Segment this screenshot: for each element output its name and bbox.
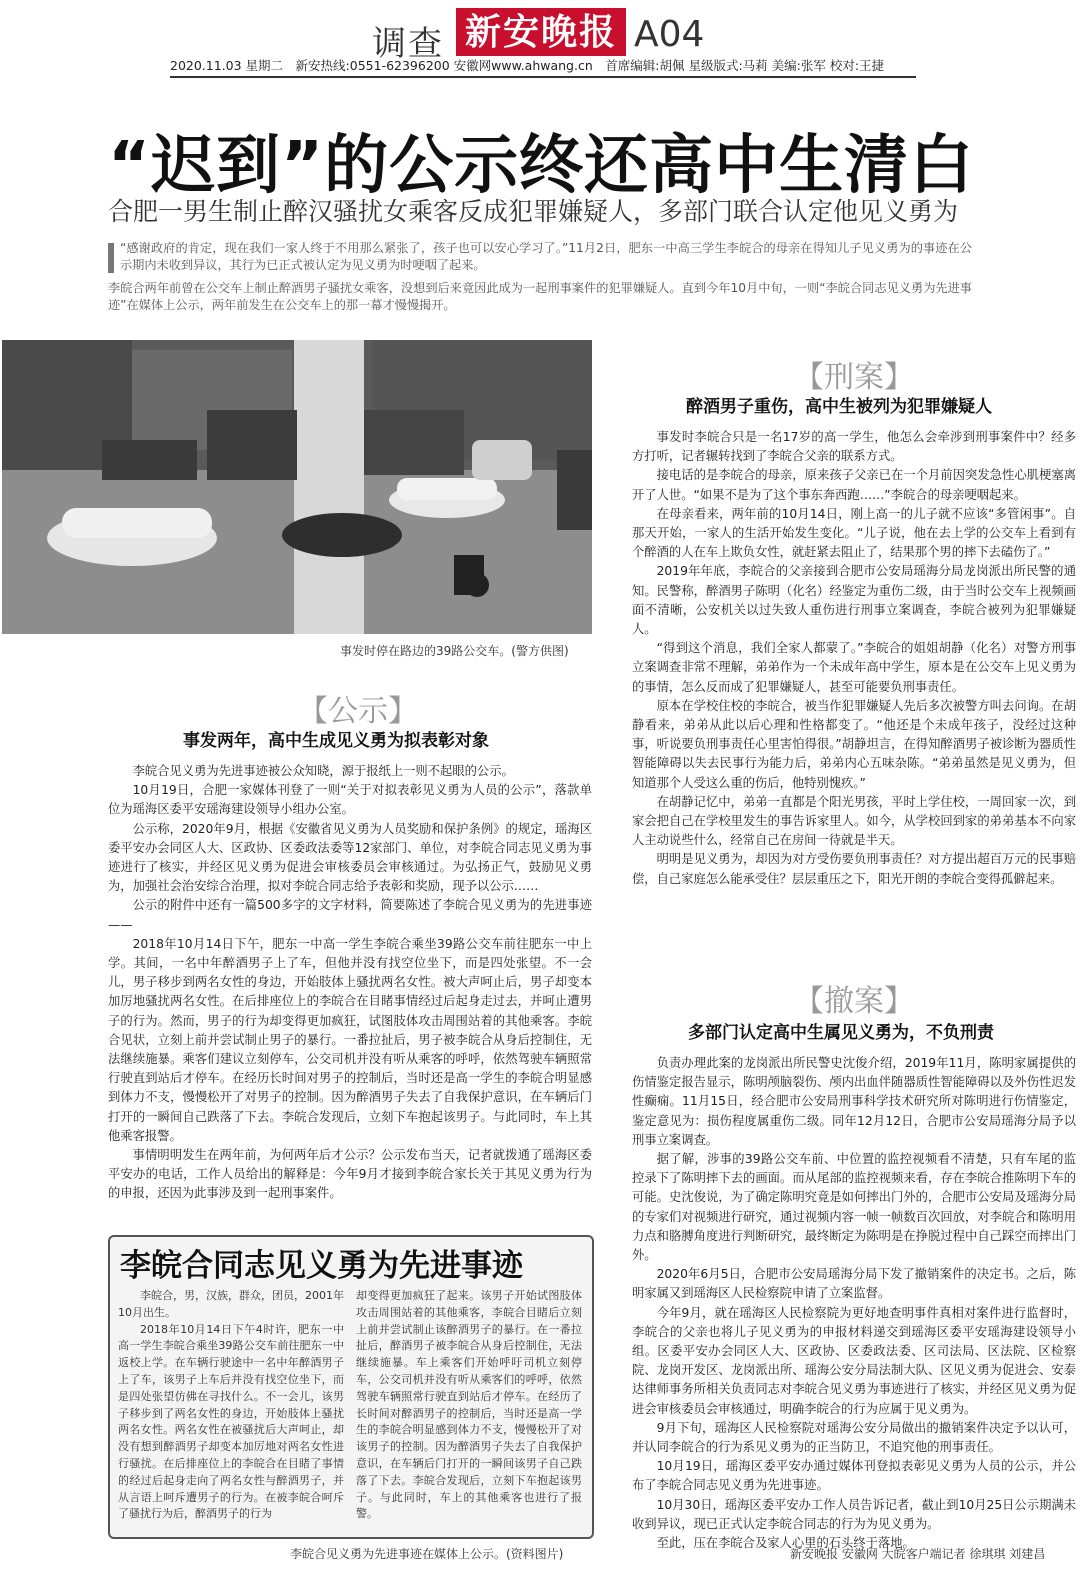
section-heading-xingan: 醉酒男子重伤，高中生被列为犯罪嫌疑人 <box>686 397 992 417</box>
header-rule <box>170 76 916 78</box>
headline: “迟到”的公示终还高中生清白 <box>108 129 975 203</box>
section-heading-gongshi: 事发两年，高中生成见义勇为拟表彰对象 <box>183 731 489 751</box>
paragraph: “得到这个消息，我们全家人都蒙了。”李皖合的姐姐胡静（化名）对警方刑事立案调查非常不理解，弟弟作为一个未成年高中学生，原本是在公交车上见义勇为的事情，怎么反而成了犯罪嫌疑人，甚至可能要负刑事责任。 <box>632 641 1076 694</box>
paragraph: 今年9月，就在瑶海区人民检察院为更好地查明事件真相对案件进行监督时，李皖合的父亲也将儿子见义勇为的申报材料递交到瑶海区委平安瑶海建设领导小组。区委平安办会同区人大、区政协、区委政法委、区司法局、区法院、区检察院、龙岗开发区、龙岗派出所、瑶海公安分局法制大队、区见义勇为促进会、安泰达律师事务所相关负责同志对李皖合见义勇为事迹进行了核实，并经区见义勇为促进会审核委员会审核通过，明确李皖合的行为应属于见义勇为。 <box>632 1305 1076 1416</box>
section-heading-chean: 多部门认定高中生属见义勇为，不负刑责 <box>688 1023 994 1043</box>
subheadline: 合肥一男生制止醉汉骚扰女乘客反成犯罪嫌疑人，多部门联合认定他见义勇为 <box>108 197 959 226</box>
clipping-paragraph: 2018年10月14日下午4时许，肥东一中高一学生李皖合乘坐39路公交车前往肥东一中返校上学。在车辆行驶途中一名中年醉酒男子上了车，该男子上车后并没有找空位坐下，而是四处张望仿佛在寻找什么。不一会儿，该男子移步到了两名女性的身边，开始肢体上骚扰两名女性。两名女性在被骚扰后大声呵止，却没有想到醉酒男子却变本加厉地对两名女性进行骚扰。在后排座位上的李皖合在目睹了事情的经过后起身走向了两名女性与醉酒男子，并从言语上呵斥遭男子的行为。在被李皖合呵斥了骚扰行为后，醉酒男子的行为 <box>118 1322 344 1521</box>
byline: 新安晚报 安徽网 大皖客户端记者 徐琪琪 刘建昌 <box>790 1547 1046 1561</box>
paragraph: 在母亲看来，两年前的10月14日，刚上高一的儿子就不应该“多管闲事”。自那天开始，一家人的生活开始发生变化。“儿子说，他在去上学的公交车上看到有个醉酒的人在车上欺负女性，就赶紧去阻止了，结果那个男的摔下去磕伤了。” <box>632 506 1076 560</box>
lead-paragraph: “感谢政府的肯定，现在我们一家人终于不用那么紧张了，孩子也可以安心学习了。”11月2日，肥东一中高三学生李皖合的母亲在得知儿子见义勇为的事迹在公示期内未收到异议，其行为已正式被认定为见义勇为时哽咽了起来。 <box>120 241 972 272</box>
paragraph: 李皖合见义勇为先进事迹被公众知晓，源于报纸上一则不起眼的公示。 <box>132 764 514 778</box>
section-body-xingan <box>632 428 1076 889</box>
clipping-column-1 <box>118 1288 344 1523</box>
paragraph: 2019年年底，李皖合的父亲接到合肥市公安局瑶海分局龙岗派出所民警的通知。民警称，醉酒男子陈明（化名）经鉴定为重伤二级，由于当时公交车上视频画面不清晰，公安机关以过失致人重伤进行刑事立案调查，李皖合被列为犯罪嫌疑人。 <box>632 564 1076 637</box>
section-label-chean: 【撤案】 <box>794 984 914 1019</box>
news-photo <box>2 340 592 634</box>
paragraph: 公示称，2020年9月，根据《安徽省见义勇为人员奖励和保护条例》的规定，瑶海区委平安办会同区人大、区政协、区委政法委等12家部门、单位，对李皖合同志见义勇为事迹进行了核实，并经区见义勇为促进会审核委员会审核通过。为弘扬正气，鼓励见义勇为，加强社会治安综合治理，拟对李皖合同志给予表彰和奖励，现予以公示…… <box>108 821 592 894</box>
page-number: A04 <box>634 14 705 55</box>
paragraph: 据了解，涉事的39路公交车前、中位置的监控视频看不清楚，只有车尾的监控录下了陈明摔下去的画面。而从尾部的监控视频来看，存在李皖合推陈明下车的可能。史沈俊说，为了确定陈明究竟是如何摔出门外的，合肥市公安局及瑶海分局的专家们对视频进行研究，通过视频内容一帧一帧数百次回放，对李皖合和陈明用力点和胳膊角度进行判断研究，最终断定为陈明是在挣脱过程中自己踩空而摔出门外。 <box>632 1152 1076 1263</box>
lead-paragraph-2: 李皖合两年前曾在公交车上制止醉酒男子骚扰女乘客，没想到后来竟因此成为一起刑事案件的犯罪嫌疑人。直到今年10月中旬，一则“李皖合同志见义勇为先进事迹”在媒体上公示，两年前发生在公交车上的那一幕才慢慢揭开。 <box>108 281 972 312</box>
photo-caption: 事发时停在路边的39路公交车。(警方供图) <box>340 644 569 658</box>
paragraph: 10月19日，瑶海区委平安办通过媒体刊登拟表彰见义勇为人员的公示，并公布了李皖合同志见义勇为先进事迹。 <box>632 1459 1076 1493</box>
clipping-column-2 <box>356 1288 582 1523</box>
paragraph: 2020年6月5日，合肥市公安局瑶海分局下发了撤销案件的决定书。之后，陈明家属又到瑶海区人民检察院申请了立案监督。 <box>632 1267 1076 1301</box>
paragraph: 明明是见义勇为，却因为对方受伤要负刑事责任？对方提出超百万元的民事赔偿，自己家庭怎么能承受住？层层重压之下，阳光开朗的李皖合变得孤僻起来。 <box>632 852 1076 886</box>
paragraph: 事情明明发生在两年前，为何两年后才公示？公示发布当天，记者就拨通了瑶海区委平安办的电话，工作人员给出的解释是：今年9月才接到李皖合家长关于其见义勇为行为的申报，还因为此事涉及到一起刑事案件。 <box>108 1148 592 1201</box>
section-label-gongshi: 【公示】 <box>298 694 418 729</box>
street-scene-image <box>2 340 592 634</box>
clipping-title: 李皖合同志见义勇为先进事迹 <box>120 1248 523 1284</box>
paragraph: 负责办理此案的龙岗派出所民警史沈俊介绍，2019年11月，陈明家属提供的伤情鉴定报告显示，陈明颅脑裂伤、颅内出血伴随器质性智能障碍以及外伤性迟发性癫痫。11月15日，经合肥市公安局刑事科学技术研究所对陈明进行伤情鉴定，鉴定意见为：损伤程度属重伤二级。同年12月12日，合肥市公安局瑶海分局予以刑事立案调查。 <box>632 1056 1076 1147</box>
paragraph: 10月30日，瑶海区委平安办工作人员告诉记者，截止到10月25日公示期满未收到异议，现已正式认定李皖合同志的行为为见义勇为。 <box>632 1497 1076 1531</box>
section-label: 调查 <box>372 24 444 64</box>
paragraph: 2018年10月14日下午，肥东一中高一学生李皖合乘坐39路公交车前往肥东一中上学。其间，一名中年醉酒男子上了车，但他并没有找空位坐下，而是四处张望。不一会儿，男子移步到两名女性的身边，开始肢体上骚扰两名女性。被大声呵止后，男子却变本加厉地骚扰两名女性。在后排座位上的李皖合在目睹事情经过后起身走过去，并呵止遭男子的行为。然而，男子的行为却变得更加疯狂，试图肢体攻击周围站着的其他乘客。李皖合见状，立刻上前并尝试制止男子的暴行。一番拉扯后，男子被李皖合从身后控制住，无法继续施暴。乘客们建议立刻停车，公交司机并没有听从乘客的呼呼，依然驾驶车辆照常行驶直到站后才停车。在经历长时间对男子的控制后，当时还是高一学生的李皖合明显感到体力不支，慢慢松开了对男子的控制。因为醉酒男子失去了自我保护意识，在车辆后门打开的一瞬间自己跌落了下去。李皖合发现后，立刻下车抱起该男子。与此同时，车上其他乘客报警。 <box>108 936 592 1143</box>
clipping-caption: 李皖合见义勇为先进事迹在媒体上公示。(资料图片) <box>290 1547 564 1561</box>
paragraph: 10月19日，合肥一家媒体刊登了一则“关于对拟表彰见义勇为人员的公示”，落款单位为瑶海区委平安瑶海建设领导小组办公室。 <box>108 783 592 817</box>
paragraph: 接电话的是李皖合的母亲，原来孩子父亲已在一个月前因突发急性心肌梗塞离开了人世。“如果不是为了这个事东奔西跑……”李皖合的母亲哽咽起来。 <box>632 468 1076 502</box>
paragraph: 9月下旬，瑶海区人民检察院对瑶海公安分局做出的撤销案件决定予以认可，并认同李皖合的行为系见义勇为的正当防卫，不追究他的刑事责任。 <box>632 1420 1076 1455</box>
clipping-paragraph: 李皖合，男，汉族，群众，团员，2001年10月出生。 <box>118 1289 344 1319</box>
paragraph: 在胡静记忆中，弟弟一直都是个阳光男孩，平时上学住校，一周回家一次，到家会把自己在学校里发生的事告诉家里人。如今，从学校回到家的弟弟基本不向家人主动说些什么，经常自己在房间一待就是半天。 <box>632 794 1076 848</box>
paragraph: 原本在学校住校的李皖合，被当作犯罪嫌疑人先后多次被警方叫去问询。在胡静看来，弟弟从此以后心理和性格都变了。“他还是个未成年孩子，没经过这种事，听说要负刑事责任心里害怕得很。”胡静坦言，在得知醉酒男子被诊断为器质性智能障碍以失去民事行为能力后，弟弟内心五味杂陈。“弟弟虽然是见义勇为，但知道那个人受这么重的伤后，他特别愧疚。” <box>632 698 1076 790</box>
dateline: 2020.11.03 星期二 新安热线:0551-62396200 安徽网www.ahwang.cn 首席编辑:胡佩 星级版式:马莉 美编:张军 校对:王捷 <box>170 58 885 73</box>
section-label-xingan: 【刑案】 <box>794 360 914 395</box>
lead-marker <box>108 243 114 273</box>
paragraph: 事发时李皖合只是一名17岁的高一学生，他怎么会牵涉到刑事案件中？经多方打听，记者辗转找到了李皖合父亲的联系方式。 <box>632 430 1076 464</box>
paragraph: 公示的附件中还有一篇500多字的文字材料，简要陈述了李皖合见义勇为的先进事迹—— <box>108 898 592 932</box>
section-body-gongshi <box>108 762 592 1204</box>
newspaper-logo: 新安晚报 <box>456 8 626 56</box>
clipping-paragraph: 却变得更加疯狂了起来。该男子开始试图肢体攻击周围站着的其他乘客，李皖合目睹后立刻上前并尝试制止该醉酒男子的暴行。在一番拉扯后，醉酒男子被李皖合从身后控制住，无法继续施暴。车上乘客们开始呼吁司机立刻停车，公交司机并没有听从乘客们的呼呼，依然驾驶车辆照常行驶直到站后才停车。在经历了长时间对醉酒男子的控制后，当时还是高一学生的李皖合明显感到体力不支，慢慢松开了对该男子的控制。因为醉酒男子失去了自我保护意识，在车辆后门打开的一瞬间该男子自己跌落了下去。李皖合发现后，立刻下车抱起该男子。与此同时，车上的其他乘客也进行了报警。 <box>356 1289 582 1521</box>
paragraph: 至此，压在李皖合及家人心里的石头终于落地。 <box>656 1536 915 1551</box>
section-body-chean <box>632 1054 1076 1553</box>
